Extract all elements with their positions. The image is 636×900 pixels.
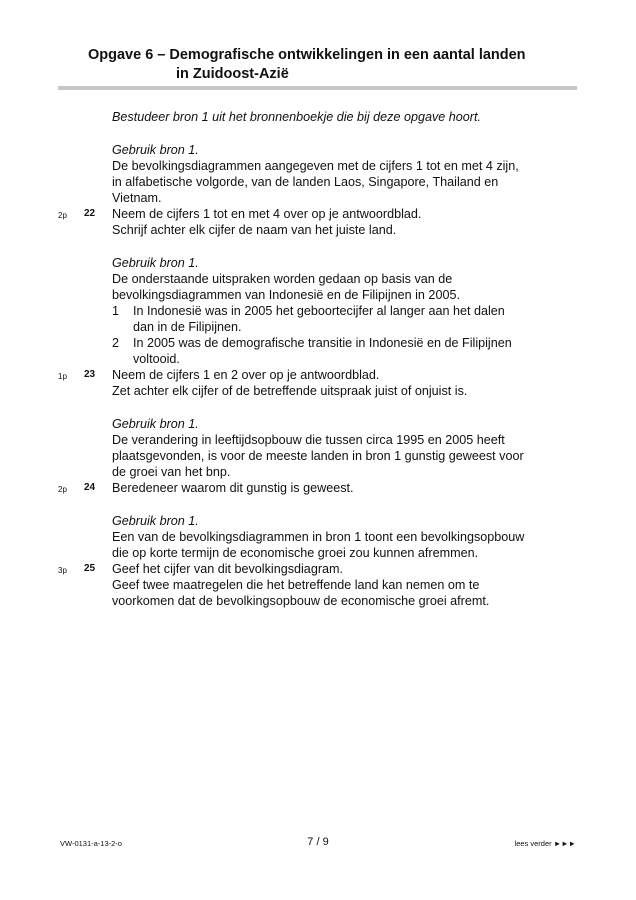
section-question-22	[58, 142, 582, 238]
question-text: voorkomen dat de bevolkingsopbouw de economische groei afremt.	[112, 594, 490, 608]
context-text: De onderstaande uitspraken worden gedaan op basis van de	[112, 272, 453, 286]
statement-text: dan in de Filipijnen.	[133, 320, 242, 334]
source-reference: Gebruik bron 1.	[112, 143, 199, 157]
question-text: Geef het cijfer van dit bevolkingsdiagram.	[112, 562, 344, 576]
exam-code: VW-0131-a-13-2-o	[60, 839, 122, 848]
context-text: bevolkingsdiagrammen van Indonesië en de Filipijnen in 2005.	[112, 288, 460, 302]
question-23	[58, 367, 582, 383]
context-text: De bevolkingsdiagrammen aangegeven met de cijfers 1 tot en met 4 zijn,	[112, 159, 519, 173]
question-text: Neem de cijfers 1 tot en met 4 over op je antwoordblad.	[112, 207, 422, 221]
page-number: 7 / 9	[307, 836, 329, 848]
assignment-title	[88, 46, 588, 84]
question-text: Neem de cijfers 1 en 2 over op je antwoordblad.	[112, 368, 380, 382]
question-number: 22	[84, 208, 96, 219]
question-text: Zet achter elk cijfer of de betreffende uitspraak juist of onjuist is.	[112, 384, 468, 398]
statement-number: 2	[112, 336, 120, 350]
context-text: plaatsgevonden, is voor de meeste landen in bron 1 gunstig geweest voor	[112, 449, 524, 463]
statement-item	[112, 303, 582, 335]
context-text: in alfabetische volgorde, van de landen Laos, Singapore, Thailand en	[112, 175, 499, 189]
assignment-body	[58, 109, 582, 626]
title-divider	[58, 86, 577, 90]
statement-item	[112, 335, 582, 367]
continue-indicator: lees verder ►►►	[514, 839, 576, 848]
question-number: 24	[84, 482, 96, 493]
question-points: 2p	[58, 211, 67, 220]
question-number: 23	[84, 369, 96, 380]
section-question-24	[58, 416, 582, 496]
title-line-1: Opgave 6 – Demografische ontwikkelingen in een aantal landen	[88, 47, 526, 63]
section-question-23	[58, 255, 582, 399]
context-text: Vietnam.	[112, 191, 162, 205]
page-footer	[0, 836, 636, 850]
context-text: die op korte termijn de economische groei zou kunnen afremmen.	[112, 546, 479, 560]
question-points: 3p	[58, 566, 67, 575]
context-text: de groei van het bnp.	[112, 465, 231, 479]
context-text: Een van de bevolkingsdiagrammen in bron 1 toont een bevolkingsopbouw	[112, 530, 525, 544]
statement-text: voltooid.	[133, 352, 180, 366]
question-22	[58, 206, 582, 222]
question-25	[58, 561, 582, 577]
source-reference: Gebruik bron 1.	[112, 256, 199, 270]
question-points: 1p	[58, 372, 67, 381]
source-reference: Gebruik bron 1.	[112, 417, 199, 431]
statement-number: 1	[112, 304, 120, 318]
question-text: Geef twee maatregelen die het betreffende land kan nemen om te	[112, 578, 480, 592]
question-number: 25	[84, 563, 96, 574]
context-text: De verandering in leeftijdsopbouw die tussen circa 1995 en 2005 heeft	[112, 433, 505, 447]
statement-text: In 2005 was de demografische transitie in Indonesië en de Filipijnen	[133, 336, 512, 350]
source-reference: Gebruik bron 1.	[112, 514, 199, 528]
statement-text: In Indonesië was in 2005 het geboortecijfer al langer aan het dalen	[133, 304, 505, 318]
question-points: 2p	[58, 485, 67, 494]
section-question-25	[58, 513, 582, 609]
question-24	[58, 480, 582, 496]
question-text: Beredeneer waarom dit gunstig is geweest.	[112, 481, 354, 495]
question-text: Schrijf achter elk cijfer de naam van het juiste land.	[112, 223, 397, 237]
title-line-2: in Zuidoost-Azië	[176, 66, 289, 82]
intro-instruction: Bestudeer bron 1 uit het bronnenboekje die bij deze opgave hoort.	[112, 110, 481, 124]
